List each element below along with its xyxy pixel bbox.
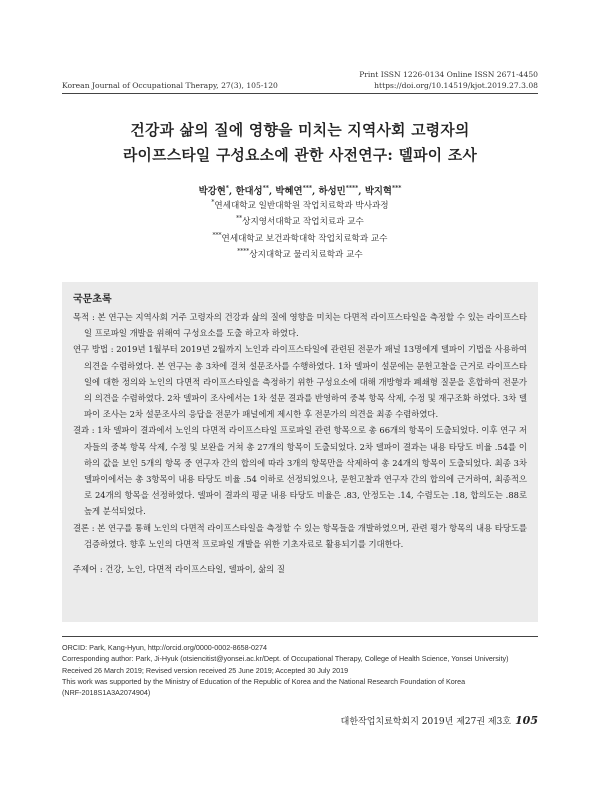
author-mark: * <box>225 184 229 192</box>
author-list: 박강현*, 한대성**, 박혜연***, 하성민****, 박지혁*** <box>198 184 402 197</box>
affiliation-text: 연세대학교 보건과학대학 작업치료학과 교수 <box>221 233 388 244</box>
doi-text: https://doi.org/10.14519/kjot.2019.27.3.08 <box>374 81 538 90</box>
header-rule <box>62 93 538 94</box>
affiliation-text: 상지대학교 물리치료학과 교수 <box>249 249 363 260</box>
abstract-results: 결과 : 1차 델파이 결과에서 노인의 다면적 라이프스타일 프로파일 관련 항목으로 총 66개의 항목이 도출되었다. 이후 연구 저자들의 중복 항목 삭제, 수정 및 보완을 거쳐 총 27개의 항목이 도출되었다. 2차 델파이 결과는 내용 타당도 비율 .54를 이하의 값을 보인 5개의 항목 중 연구자 간의 합의에 따라 3개의 항목만을 삭제하여 총 24개의 항목이 도출되었다. 최종 3차 델파이에서는 총 3항목이 내용 타당도 비율 .54 이하로 선정되었으나, 문헌고찰과 연구자 간의 합의에 근거하여, 최종적으로 24개의 항목을 선정하였다. 델파이 결과의 평균 내용 타당도 비율은 .83, 안정도는 .14, 수렴도는 .18, 합의도는 .88로 높게 분석되었다. <box>73 425 527 517</box>
affiliation <box>0 247 600 263</box>
title-line-2: 라이프스타일 구성요소에 관한 사전연구: 델파이 조사 <box>122 147 478 164</box>
affiliation <box>0 198 600 214</box>
author-name: 박지혁 <box>364 186 392 197</box>
author-name: 하성민 <box>318 186 346 197</box>
affiliation <box>0 231 600 247</box>
keywords: 주제어 : 건강, 노인, 다면적 라이프스타일, 델파이, 삶의 질 <box>73 564 285 575</box>
author-name: 박혜연 <box>275 186 303 197</box>
page-number: 105 <box>515 714 538 727</box>
journal-issue: 대한작업치료학회지 2019년 제27권 제3호 <box>340 717 512 727</box>
page-footer <box>341 714 538 727</box>
author-name: 박강현 <box>198 186 226 197</box>
abstract-conclusion: 결론 : 본 연구를 통해 노인의 다면적 라이프스타일을 측정할 수 있는 항목들을 개발하였으며, 관련 평가 항목의 내용 타당도를 검증하였다. 향후 노인의 다면적 프로파일 개발을 위한 기초자료로 활용되기를 기대한다. <box>73 522 527 549</box>
author-mark: ** <box>262 184 269 192</box>
footnote-received: Received 26 March 2019; Revised version received 25 June 2019; Accepted 30 July 2019 <box>62 665 349 675</box>
abstract-methods: 연구 방법 : 2019년 1월부터 2019년 2월까지 노인과 라이프스타일에 관련된 전문가 패널 13명에게 델파이 기법을 사용하여 의견을 수렴하였다. 본 연구는 총 3차에 걸쳐 설문조사를 수행하였다. 1차 델파이 설문에는 문헌고찰을 근거로 라이프스타일에 대한 정의와 노인의 다면적 라이프스타일을 측정하기 위한 구성요소에 대해 개방형과 폐쇄형 질문을 혼합하여 전문가의 의견을 수렴하였다. 2차 델파이 조사에서는 1차 설문 결과를 반영하여 중복 항목 삭제, 수정 및 재구조화 하였다. 3차 델파이 조사는 2차 설문조사의 응답을 전문가 패널에게 제시한 후 전문가의 의견을 최종 수렴하였다. <box>73 344 527 420</box>
footnote-funding: This work was supported by the Ministry of Education of the Republic of Korea and the National Research Foundation of Korea <box>62 676 466 686</box>
author-mark: *** <box>302 184 313 192</box>
issn-text: Print ISSN 1226-0134 Online ISSN 2671-4450 <box>359 70 538 79</box>
affiliation-text: 연세대학교 일반대학원 작업치료학과 박사과정 <box>214 201 389 211</box>
footnotes <box>62 642 542 698</box>
footnote-grant: (NRF-2018S1A3A2074904) <box>62 688 151 698</box>
footnote-orcid: ORCID: Park, Kang-Hyun, http://orcid.org/0000-0002-8658-0274 <box>62 643 267 652</box>
abstract-box <box>62 282 538 622</box>
affiliation-mark: **** <box>237 248 250 256</box>
affiliation-text: 상지영서대학교 작업치료과 교수 <box>242 217 364 228</box>
abstract-heading: 국문초록 <box>73 294 112 305</box>
paper-title <box>0 118 600 168</box>
affiliation-mark: * <box>211 199 215 207</box>
abstract-purpose: 목적 : 본 연구는 지역사회 거주 고령자의 건강과 삶의 질에 영향을 미치는 다면적 라이프스타일을 측정할 수 있는 라이프스타일 프로파일 개발을 위해여 구성요소를 도출 하고자 하였다. <box>73 312 527 339</box>
affiliation-list <box>0 198 600 263</box>
header-right <box>359 69 538 91</box>
affiliation-mark: ** <box>236 215 243 223</box>
affiliation <box>0 214 600 230</box>
affiliation-mark: *** <box>212 231 222 239</box>
title-line-1: 건강과 삶의 질에 영향을 미치는 지역사회 고령자의 <box>130 122 470 139</box>
author-name: 한대성 <box>235 186 263 197</box>
journal-citation: Korean Journal of Occupational Therapy, 27(3), 105-120 <box>62 81 278 90</box>
author-mark: **** <box>345 184 359 192</box>
footnote-rule <box>62 636 538 637</box>
footnote-corresponding: Corresponding author: Park, Ji-Hyuk (otsiencitist@yonsei.ac.kr/Dept. of Occupational Therapy, College of Health Science, Yonsei University) <box>62 654 509 664</box>
author-mark: *** <box>391 184 402 192</box>
